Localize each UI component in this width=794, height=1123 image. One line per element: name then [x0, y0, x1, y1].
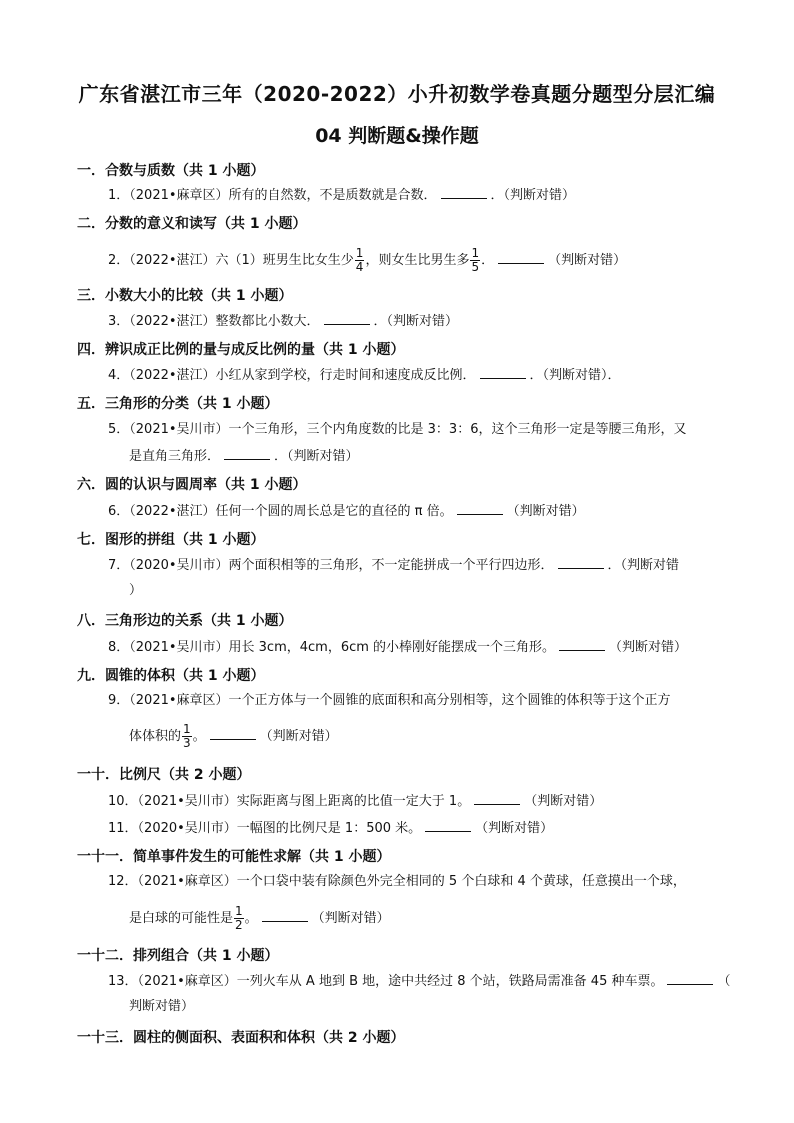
question-5-suffix: ．（判断对错）	[274, 449, 359, 464]
section-heading-1: 一．合数与质数（共 1 小题）	[77, 163, 265, 179]
question-4	[108, 366, 621, 385]
answer-blank-12[interactable]	[262, 909, 308, 922]
question-10	[108, 792, 602, 811]
question-3-suffix: ．（判断对错）	[373, 314, 459, 329]
question-1-suffix: ．（判断对错）	[490, 188, 576, 203]
question-7-line-2: ）	[129, 583, 143, 598]
question-9-line-1: 9．（2021•麻章区）一个正方体与一个圆锥的底面积和高分别相等，这个圆锥的体积等于这个正方	[108, 693, 671, 708]
question-3	[108, 312, 458, 331]
section-heading-13: 一十三．圆柱的侧面积、表面积和体积（共 2 小题）	[77, 1030, 405, 1046]
answer-blank-6[interactable]	[457, 502, 503, 515]
question-9-text: 体体积的	[129, 729, 182, 744]
question-6-text: 6．（2022•湛江）任何一个圆的周长总是它的直径的 π 倍。	[108, 504, 453, 519]
section-heading-4: 四．辨识成正比例的量与成反比例的量（共 1 小题）	[77, 342, 405, 358]
question-6-suffix: （判断对错）	[506, 504, 585, 519]
document-title: 广东省湛江市三年（2020-2022）小升初数学卷真题分题型分层汇编	[78, 82, 716, 106]
answer-blank-7[interactable]	[558, 556, 604, 569]
question-8	[108, 638, 687, 657]
fraction-denominator: 5	[471, 260, 480, 274]
fraction-1-5	[470, 247, 480, 274]
question-2: 2．（2022•湛江）六（1）班男生比女生少 $\frac{1}{4}$ ，则女生比男生多 $\frac{1}{5}$ ． （判断对错）	[108, 246, 627, 274]
question-10-text: 10．（2021•吴川市）实际距离与图上距离的比值一定大于 1。	[108, 794, 471, 809]
section-heading-12: 一十二．排列组合（共 1 小题）	[77, 948, 279, 964]
answer-blank-10[interactable]	[474, 792, 520, 805]
question-13-suffix: （	[717, 974, 731, 989]
fraction-numerator: 1	[355, 246, 364, 260]
fraction-numerator: 1	[471, 246, 480, 260]
answer-blank-13[interactable]	[667, 972, 713, 985]
section-heading-2: 二．分数的意义和读写（共 1 小题）	[77, 216, 307, 232]
question-5-text: 是直角三角形．	[129, 449, 221, 464]
question-6	[108, 502, 585, 521]
fraction-denominator: 3	[183, 736, 191, 750]
section-heading-3: 三．小数大小的比较（共 1 小题）	[77, 288, 293, 304]
question-12-line-1: 12．（2021•麻章区）一个口袋中装有除颜色外完全相同的 5 个白球和 4 个黄球，任意摸出一个球，	[108, 874, 686, 889]
question-8-suffix: （判断对错）	[609, 640, 688, 655]
question-11	[108, 819, 553, 838]
section-heading-9: 九．圆锥的体积（共 1 小题）	[77, 668, 265, 684]
answer-blank-11[interactable]	[425, 819, 471, 832]
question-9-suffix: （判断对错）	[259, 729, 338, 744]
answer-blank-3[interactable]	[324, 312, 370, 325]
section-heading-7: 七．图形的拼组（共 1 小题）	[77, 532, 265, 548]
section-heading-10: 一十．比例尺（共 2 小题）	[77, 767, 251, 783]
answer-blank-4[interactable]	[480, 366, 526, 379]
fraction-denominator: 2	[235, 918, 243, 932]
answer-blank-1[interactable]	[441, 186, 487, 199]
question-12-suffix: （判断对错）	[311, 911, 390, 926]
question-12-line-2	[129, 905, 390, 932]
fraction-1-4	[355, 247, 365, 274]
answer-blank-9[interactable]	[210, 727, 256, 740]
question-5-line-1: 5．（2021•吴川市）一个三角形，三个内角度数的比是 3：3：6，这个三角形一定是等腰三角形，又	[108, 422, 687, 437]
question-9-line-2	[129, 723, 338, 750]
question-12-mid: 。	[244, 911, 258, 926]
question-2-text: 2．（2022•湛江）六（1）班男生比女生少	[108, 253, 354, 268]
section-heading-5: 五．三角形的分类（共 1 小题）	[77, 396, 279, 412]
section-heading-11: 一十一．简单事件发生的可能性求解（共 1 小题）	[77, 849, 391, 865]
question-12-text: 是白球的可能性是	[129, 911, 234, 926]
question-11-suffix: （判断对错）	[475, 821, 554, 836]
question-8-text: 8．（2021•吴川市）用长 3cm，4cm，6cm 的小棒刚好能摆成一个三角形。	[108, 640, 556, 655]
question-11-text: 11．（2020•吴川市）一幅图的比例尺是 1：500 米。	[108, 821, 422, 836]
question-2-mid: ，则女生比男生多	[365, 253, 470, 268]
question-13	[108, 972, 731, 991]
fraction-1-2	[234, 905, 244, 932]
question-5-line-2	[129, 447, 359, 466]
answer-blank-2[interactable]	[498, 251, 544, 264]
question-10-suffix: （判断对错）	[524, 794, 603, 809]
question-7-text: 7．（2020•吴川市）两个面积相等的三角形，不一定能拼成一个平行四边形．	[108, 558, 554, 573]
question-4-text: 4．（2022•湛江）小红从家到学校，行走时间和速度成反比例．	[108, 368, 476, 383]
question-7-suffix: ．（判断对错	[607, 558, 680, 573]
question-4-suffix: ．（判断对错）．	[529, 368, 621, 383]
section-heading-8: 八．三角形边的关系（共 1 小题）	[77, 613, 293, 629]
question-1	[108, 186, 575, 205]
answer-blank-8[interactable]	[559, 638, 605, 651]
answer-blank-5[interactable]	[224, 447, 270, 460]
fraction-denominator: 4	[355, 260, 364, 274]
fraction-1-3	[182, 723, 192, 750]
document-subtitle: 04 判断题&操作题	[315, 125, 479, 147]
question-7	[108, 556, 679, 575]
question-3-text: 3．（2022•湛江）整数都比小数大．	[108, 314, 320, 329]
question-13-line-2: 判断对错）	[129, 999, 195, 1014]
question-13-text: 13．（2021•麻章区）一列火车从 A 地到 B 地，途中共经过 8 个站，铁路局需准备 45 种车票。	[108, 974, 664, 989]
question-1-text: 1．（2021•麻章区）所有的自然数，不是质数就是合数．	[108, 188, 437, 203]
question-9-mid: 。	[192, 729, 206, 744]
section-heading-6: 六．圆的认识与圆周率（共 1 小题）	[77, 477, 307, 493]
fraction-numerator: 1	[235, 904, 243, 918]
question-2-suffix: （判断对错）	[548, 253, 627, 268]
fraction-numerator: 1	[183, 722, 191, 736]
